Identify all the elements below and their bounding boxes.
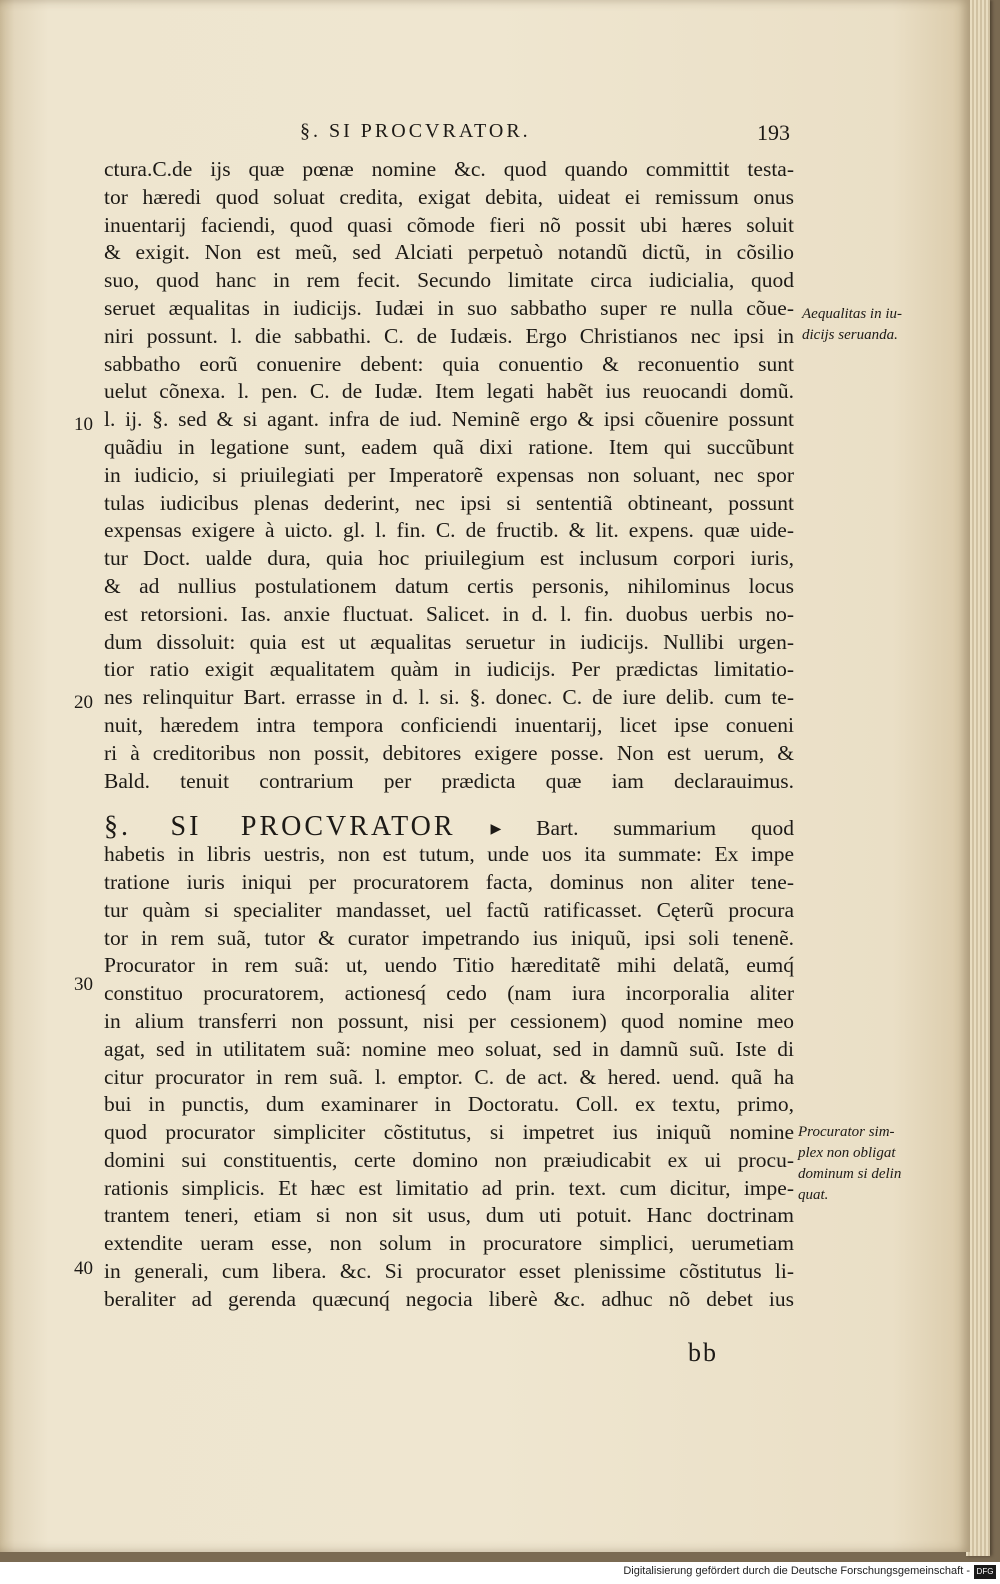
signature-mark: bb	[688, 1338, 718, 1367]
text-line: tulas iudicibus plenas dederint, nec ipsi si sententiã obtineant, possunt	[104, 490, 794, 515]
text-line: tior ratio exigit æqualitatem quàm in iudicijs. Per prædictas limitatio-	[104, 657, 794, 682]
paragraph-2	[104, 813, 794, 1313]
text-line: Procurator in rem suã: ut, uendo Titio hæreditatẽ mihi delatã, eumq́	[104, 953, 794, 978]
running-title: §. SI PROCVRATOR.	[300, 120, 531, 142]
line-number-30: 30	[74, 974, 93, 995]
text-line: suo, quod hanc in rem fecit. Secundo limitate circa iudicialia, quod	[104, 268, 794, 293]
footer-bar	[0, 1562, 1000, 1584]
running-head	[300, 118, 790, 148]
text-line: bui in punctis, dum examinarer in Doctoratu. Coll. ex textu, primo,	[104, 1092, 794, 1117]
text-line: ri à creditoribus non possit, debitores exigere posse. Non est uerum, &	[104, 740, 794, 765]
margin-note-line: plex non obligat	[798, 1145, 896, 1161]
footer-credit: Digitalisierung gefördert durch die Deutsche Forschungsgemeinschaft -	[623, 1565, 970, 1577]
text-line: trantem teneri, etiam si non sit usus, dum uti potuit. Hanc doctrinam	[104, 1203, 794, 1228]
margin-note-line: Procurator sim-	[798, 1124, 895, 1140]
text-line: Bald. tenuit contrarium per prædicta quæ iam declarauimus.	[104, 768, 794, 793]
line-number-40: 40	[74, 1258, 93, 1279]
paragraph-2-heading-line: §. SI PROCVRATOR ▸ Bart. summarium quod	[104, 813, 794, 842]
text-line: in alium transferri non possunt, nisi per cessionem) quod nomine meo	[104, 1008, 794, 1033]
line-number-20: 20	[74, 692, 93, 713]
body-text	[104, 156, 794, 1314]
margin-note-procurator	[798, 1122, 901, 1206]
text-line: agat, sed in utilitatem suã: nomine meo soluat, sed in damnũ suũ. Iste di	[104, 1036, 794, 1061]
text-line: tor in rem suã, tutor & curator impetrando ius iniquũ, ipsi soli tenenẽ.	[104, 925, 794, 950]
text-line: tor hæredi quod soluat credita, exigat debita, uideat ei remissum onus	[104, 184, 794, 209]
text-line: seruet æqualitas in iudicijs. Iudæi in suo sabbatho super re nulla cõue-	[104, 295, 794, 320]
paragraph-2-lines	[104, 841, 794, 1314]
section-heading: §. SI PROCVRATOR	[104, 813, 456, 842]
text-line: citur procurator in rem suã. l. emptor. C. de act. & hered. uend. quã ha	[104, 1064, 794, 1089]
margin-note-line: Aequalitas in iu-	[802, 306, 902, 322]
text-line: in generali, cum libera. &c. Si procurator esset plenissime cõstitutus li-	[104, 1259, 794, 1284]
text-line: dum dissoluit: quia est ut æqualitas seruetur in iudicijs. Nullibi urgen-	[104, 629, 794, 654]
margin-note-line: dicijs seruanda.	[802, 327, 898, 343]
text-line: tratione iuris iniqui per procuratorem facta, dominus non aliter tene-	[104, 869, 794, 894]
text-line: domini sui constituentis, certe domino non præiudicabit ex ui procu-	[104, 1147, 794, 1172]
text-line: in iudicio, si priuilegiati per Imperatorẽ expensas non soluant, nec spor	[104, 462, 794, 487]
text-line: expensas exigere à uicto. gl. l. fin. C. de fructib. & lit. expens. quæ uide-	[104, 518, 794, 543]
line-number-10: 10	[74, 414, 93, 435]
text-line: nuit, hæredem intra tempora conficiendi inuentarij, licet ipse conueni	[104, 712, 794, 737]
text-line: extendite ueram esse, non solum in procuratore simplici, uerumetiam	[104, 1231, 794, 1256]
text-line: inuentarij faciendi, quod quasi cõmode fieri nõ possit ubi hæres soluit	[104, 212, 794, 237]
text-line: ctura.C.de ijs quæ pœnæ nomine &c. quod quando committit testa-	[104, 157, 794, 181]
text-line: habetis in libris uestris, non est tutum, unde uos ita summate: Ex impe	[104, 842, 794, 867]
text-line: tur quàm si specialiter mandasset, uel factũ ratificasset. Cęterũ procura	[104, 897, 794, 922]
text-line: sabbatho eorũ conuenire debent: quia conuentio & reconuentio sunt	[104, 351, 794, 376]
text-line: est retorsioni. Ias. anxie fluctuat. Salicet. in d. l. fin. duobus uerbis no-	[104, 601, 794, 626]
text-line: quãdiu in legatione sunt, eadem quã dixi ratione. Item qui succũbunt	[104, 434, 794, 459]
text-line: & ad nullius postulationem datum certis personis, nihilominus locus	[104, 573, 794, 598]
text-line: & exigit. Non est meũ, sed Alciati perpetuò notandũ dictũ, in cõsilio	[104, 240, 794, 265]
page-number: 193	[757, 120, 790, 145]
text-line: rationis simplicis. Et hæc est limitatio ad prin. text. cum dicitur, impe-	[104, 1175, 794, 1200]
text-line: constituo procuratorem, actionesq́ cedo (nam iura incorporalia aliter	[104, 981, 794, 1006]
text-line: l. ij. §. sed & si agant. infra de iud. Neminẽ ergo & ipsi cõuenire possunt	[104, 407, 794, 432]
text-line: beraliter ad gerenda quæcunq́ negocia liberè &c. adhuc nõ debet ius	[104, 1286, 794, 1311]
dfg-logo: DFG	[974, 1565, 996, 1579]
margin-note-line: quat.	[798, 1187, 829, 1203]
text-line: uelut cõnexa. l. pen. C. de Iudæ. Item legati habẽt ius reuocandi domũ.	[104, 379, 794, 404]
paragraph-1	[104, 156, 794, 795]
text-line: quod procurator simpliciter cõstitutus, si impetret ius iniquũ nomine	[104, 1120, 794, 1145]
margin-note-line: dominum si delin	[798, 1166, 902, 1182]
margin-note-aequalitas	[802, 304, 902, 346]
text-line: niri possunt. l. die sabbathi. C. de Iudæis. Ergo Christianos nec ipsi in	[104, 323, 794, 348]
paragraph-2-first-text: Bart. summarium quod	[536, 816, 794, 841]
text-line: tur Doct. ualde dura, quia hoc priuilegium est inclusum corpori iuris,	[104, 546, 794, 571]
text-line: nes relinquitur Bart. errasse in d. l. si. §. donec. C. de iure delib. cum te-	[104, 685, 794, 710]
